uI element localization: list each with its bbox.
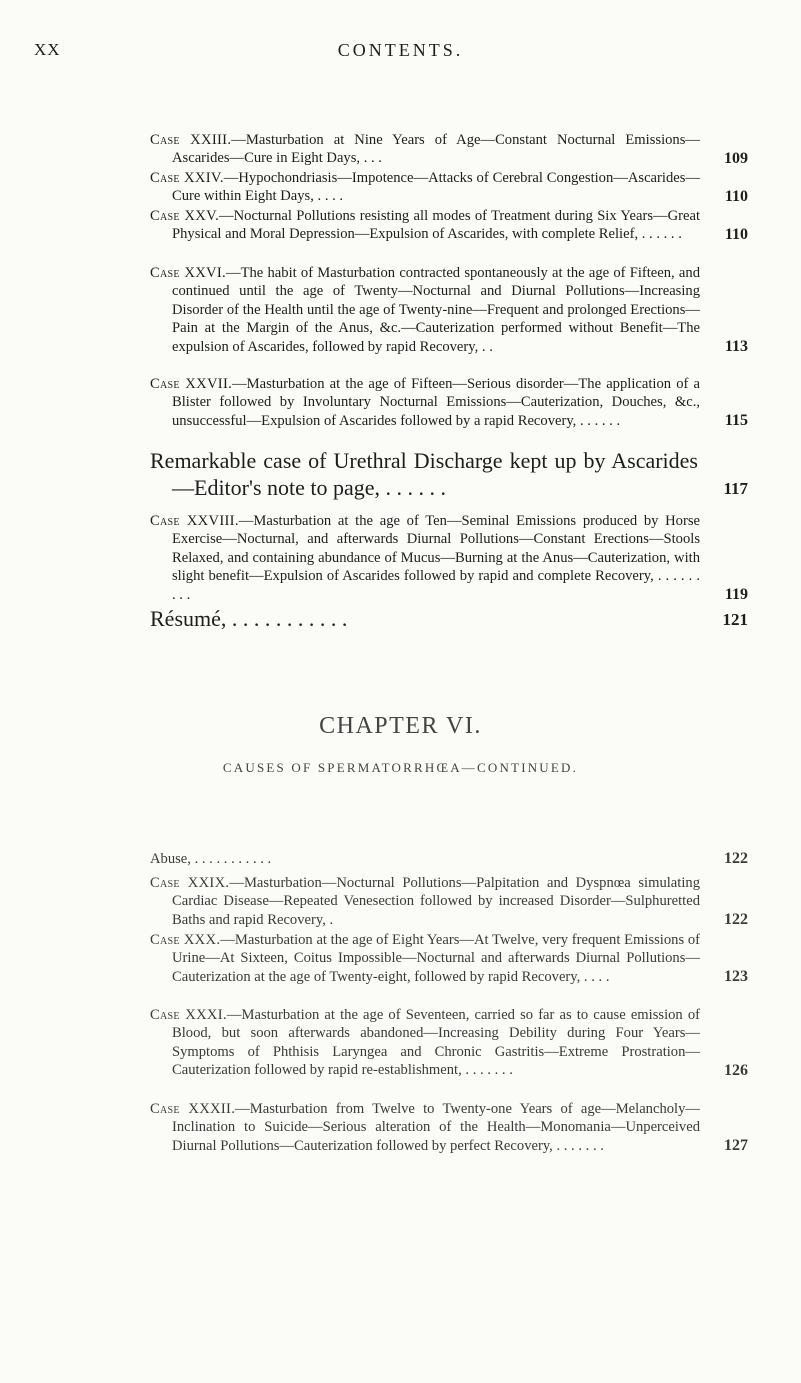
case-label: Case XXIV. bbox=[150, 170, 224, 186]
page-number: 117 bbox=[723, 479, 748, 498]
toc-entry[interactable] bbox=[150, 1100, 750, 1155]
page-folio: XX bbox=[34, 40, 61, 59]
entry-description: —The habit of Masturbation contracted spontaneously at the age of Fifteen, and continued until the age of Twenty—Nocturnal and Diurnal Pollutions—Increasing Disorder of the Health until the age of Twenty-nine—Frequent and prolonged Erections—Pain at the Margin of the Anus, &c.—Cauterization performed without Benefit—The expulsion of Ascarides, followed by rapid Recovery, . . bbox=[172, 265, 700, 355]
page-number: 127 bbox=[724, 1137, 748, 1155]
toc-entry[interactable] bbox=[150, 169, 750, 206]
case-label: Case XXX. bbox=[150, 932, 221, 948]
toc-entry[interactable] bbox=[150, 874, 750, 929]
case-label: Case XXIX. bbox=[150, 875, 230, 891]
page-number: 109 bbox=[724, 149, 748, 167]
chapter-heading: CHAPTER VI. bbox=[319, 713, 482, 739]
case-label: Case XXXI. bbox=[150, 1007, 227, 1023]
entry-description: Remarkable case of Urethral Discharge kept up by Ascarides —Editor's note to page, . . . . . . bbox=[150, 448, 698, 500]
page-number: 122 bbox=[724, 911, 748, 929]
toc-entry[interactable] bbox=[150, 375, 750, 430]
page-number: 119 bbox=[724, 586, 748, 604]
case-label: Case XXVI. bbox=[150, 265, 226, 281]
case-label: Case XXXII. bbox=[150, 1101, 236, 1117]
page-number: 115 bbox=[724, 412, 748, 430]
running-head bbox=[0, 40, 801, 64]
running-title: CONTENTS. bbox=[337, 40, 464, 60]
entry-description: —Masturbation—Nocturnal Pollutions—Palpitation and Dyspnœa simulating Cardiac Disease—Repeated Venesection followed by increased Disorder—Sulphuretted Baths and rapid Recovery, . bbox=[172, 875, 700, 928]
toc-entry[interactable] bbox=[150, 447, 750, 501]
entry-description: —Masturbation at Nine Years of Age—Constant Nocturnal Emissions—Ascarides—Cure in Eight Days, . . . bbox=[172, 132, 700, 167]
toc-entry[interactable] bbox=[150, 207, 750, 244]
case-label: Case XXV. bbox=[150, 208, 220, 224]
case-label: Case XXVIII. bbox=[150, 513, 239, 529]
entry-description: —Masturbation from Twelve to Twenty-one Years of age—Melancholy—Inclination to Suicide—Serious alteration of the Health—Monomania—Unperceived Diurnal Pollutions—Cauterization followed by perfect Recovery, . . . . . . . bbox=[172, 1101, 700, 1154]
toc-entry[interactable] bbox=[150, 512, 750, 604]
entry-description: Résumé, . . . . . . . . . . . bbox=[150, 606, 348, 631]
entry-description: —Hypochondriasis—Impotence—Attacks of Cerebral Congestion—Ascarides—Cure within Eight Days, . . . . bbox=[172, 170, 700, 205]
entry-description: Abuse, . . . . . . . . . . . bbox=[150, 851, 272, 867]
toc-entry[interactable] bbox=[150, 850, 750, 868]
entry-description: —Nocturnal Pollutions resisting all modes of Treatment during Six Years—Great Physical and Moral Depression—Expulsion of Ascarides, with complete Relief, . . . . . . bbox=[172, 208, 700, 243]
toc-entry[interactable] bbox=[150, 131, 750, 168]
entry-description: —Masturbation at the age of Ten—Seminal Emissions produced by Horse Exercise—Nocturnal, and afterwards Diurnal Pollutions—Constant Erections—Stools Relaxed, and containing abundance of Mucus—Burning at the Anus—Cauterization, with slight benefit—Expulsion of Ascarides followed by rapid and complete Recovery, . . . . . . . . . bbox=[172, 513, 700, 603]
entry-description: —Masturbation at the age of Fifteen—Serious disorder—The application of a Blister followed by Involuntary Nocturnal Emissions—Cauterization, Douches, &c., unsuccessful—Expulsion of Ascarides followed by a rapid Recovery, . . . . . . bbox=[172, 376, 700, 429]
page-number: 123 bbox=[724, 968, 748, 986]
page-number: 126 bbox=[724, 1061, 748, 1079]
page-number: 121 bbox=[722, 610, 748, 629]
entry-description: —Masturbation at the age of Seventeen, carried so far as to cause emission of Blood, but soon afterwards abandoned—Increasing Debility during Four Years—Symptoms of Phthisis Laryngea and Chronic Gastritis—Extreme Prostration—Cauterization followed by rapid re-establishment, . . . . . . . bbox=[172, 1007, 701, 1079]
toc-entry[interactable] bbox=[150, 1006, 750, 1080]
entry-description: —Masturbation at the age of Eight Years—At Twelve, very frequent Emissions of Urine—At Sixteen, Coitus Impossible—Nocturnal and afterwards Diurnal Pollutions—Cauterization at the age of Twenty-eight, followed by rapid Recovery, . . . . bbox=[172, 932, 700, 985]
toc-entry[interactable] bbox=[150, 605, 750, 632]
page-number: 113 bbox=[724, 338, 748, 356]
chapter-subheading: CAUSES OF SPERMATORRHŒA—CONTINUED. bbox=[222, 760, 579, 775]
toc-entry[interactable] bbox=[150, 931, 750, 986]
page-number: 110 bbox=[724, 225, 748, 243]
case-label: Case XXVII. bbox=[150, 376, 233, 392]
page-number: 110 bbox=[724, 187, 748, 205]
case-label: Case XXIII. bbox=[150, 132, 232, 148]
toc-entry[interactable] bbox=[150, 264, 750, 356]
page-number: 122 bbox=[724, 850, 748, 868]
